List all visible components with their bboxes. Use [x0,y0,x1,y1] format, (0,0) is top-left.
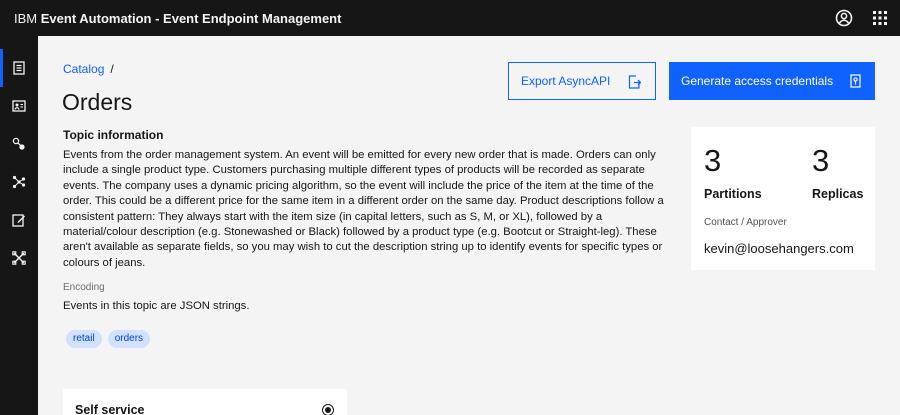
subscriptions-icon [12,99,26,113]
product-name: Event Automation - Event Endpoint Management [40,11,342,26]
nav-item-tools[interactable] [0,239,38,277]
contact-approver-email: kevin@loosehangers.com [704,241,854,256]
product-title[interactable] [14,11,341,26]
export-asyncapi-label: Export AsyncAPI [521,74,611,88]
tools-icon [12,251,26,265]
tag-retail: retail [66,330,102,348]
encoding-label: Encoding [63,282,105,293]
export-asyncapi-button[interactable] [508,62,656,100]
export-icon [628,75,641,89]
brand-prefix: IBM [14,11,38,26]
top-header [0,0,900,36]
gateways-icon [12,175,26,189]
user-avatar-icon[interactable] [834,8,854,28]
app-switcher-icon[interactable] [870,8,890,28]
credentials-icon [850,74,861,88]
page-title: Orders [62,89,133,115]
partitions-count: 3 [704,143,722,178]
breadcrumb-link-catalog[interactable]: Catalog [63,62,105,76]
nav-item-catalog[interactable] [0,49,38,87]
edit-icon [12,213,26,227]
side-navigation [0,36,38,415]
nav-item-subscriptions[interactable] [0,87,38,125]
replicas-count: 3 [812,143,830,178]
self-service-title: Self service [75,403,145,415]
encoding-value: Events in this topic are JSON strings. [63,300,250,312]
topic-information-heading: Topic information [63,128,164,142]
tag-list [66,330,150,348]
nav-item-edit[interactable] [0,201,38,239]
self-service-radio[interactable] [322,404,334,415]
topics-icon [12,137,26,151]
self-service-option-card[interactable] [63,389,347,415]
breadcrumb [63,62,114,76]
generate-access-credentials-label: Generate access credentials [681,74,834,88]
breadcrumb-separator: / [110,62,114,76]
nav-item-topics[interactable] [0,125,38,163]
topic-description: Events from the order management system. An event will be emitted for every new order that is made. Orders can only include a single product type. Customers purchasing multiple different types of products will be recorded as separate events. The company uses a dynamic pricing algorithm, so the event will include the price of the item at the time of the order. This could be a different price for the same item in a different order on the same day. Product descriptions follow a consistent pattern: They always start with the item size (in capital letters, such as S, M, or XL), followed by a material/colour description (e.g. Stonewashed or Black) followed by a product type (e.g. Bootcut or Straight-leg). These aren't available as separate fields, so you may wish to cut the description string up to identify events for specific types or colours of jeans. [63,149,664,269]
catalog-icon [12,61,26,75]
generate-access-credentials-button[interactable] [669,62,875,100]
tag-orders: orders [108,330,150,348]
replicas-label: Replicas [812,187,864,201]
partitions-label: Partitions [704,187,762,201]
contact-approver-label: Contact / Approver [704,217,787,228]
topic-stats-card [691,127,875,270]
nav-item-gateways[interactable] [0,163,38,201]
